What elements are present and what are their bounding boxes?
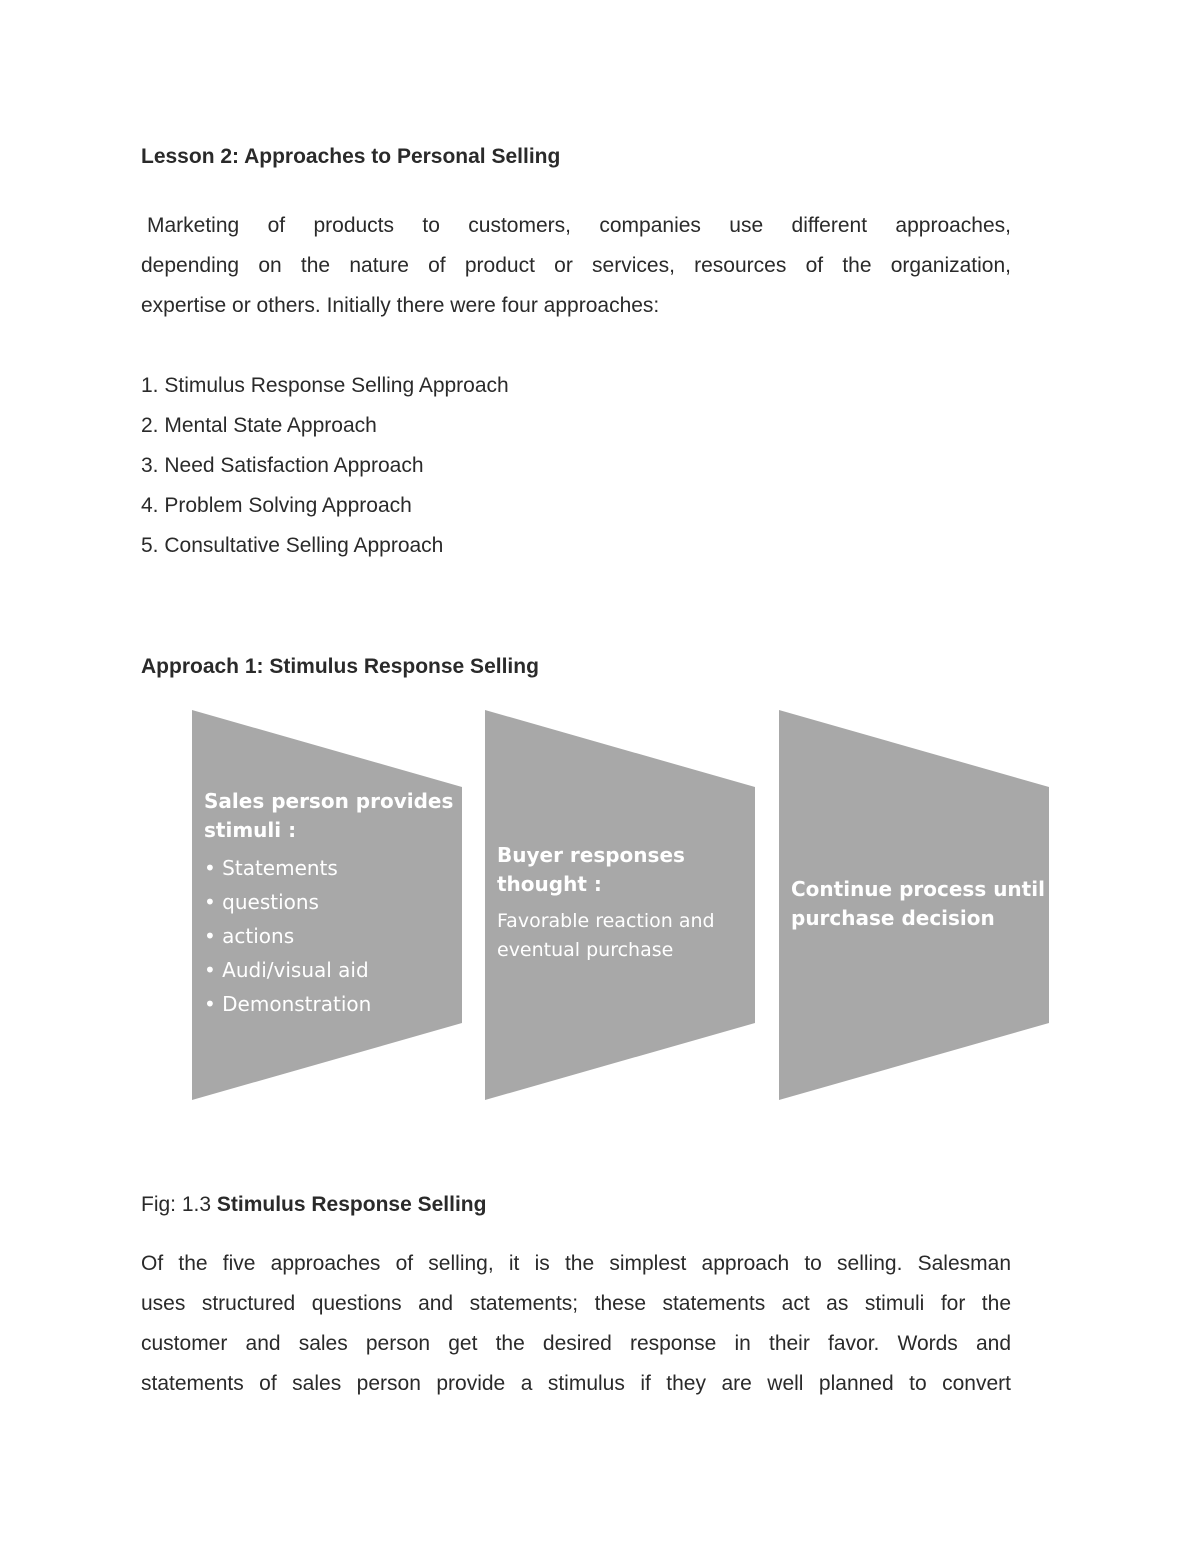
step-3-title: Continue process until purchase decision [791,877,1045,930]
list-item: 2. Mental State Approach [141,414,377,437]
step-1-title: Sales person provides stimuli : [204,789,454,842]
body-line: uses structured questions and statements; these statements act as stimuli for the [141,1292,1011,1315]
step-2-title: Buyer responses thought : [497,843,685,896]
stimuli-list [204,851,459,1021]
body-line: statements of sales person provide a stimulus if they are well planned to convert [141,1372,1011,1395]
lesson-title: Lesson 2: Approaches to Personal Selling [141,145,561,168]
step-1-text [204,787,459,1021]
body-line: Of the five approaches of selling, it is the simplest approach to selling. Salesman [141,1252,1011,1275]
approach1-heading: Approach 1: Stimulus Response Selling [141,655,539,678]
intro-line: depending on the nature of product or services, resources of the organization, [141,254,1011,277]
step-3-text [791,875,1053,933]
figure-caption [141,1192,486,1218]
intro-line: Marketing of products to customers, companies use different approaches, [147,214,1011,237]
list-item: 5. Consultative Selling Approach [141,534,444,557]
step-2-text [497,841,752,965]
caption-bold: Stimulus Response Selling [216,1193,487,1216]
intro-line: expertise or others. Initially there were four approaches: [141,294,660,317]
caption-prefix: Fig: 1.3 [141,1193,217,1216]
step-2-description: Favorable reaction and eventual purchase [497,910,715,961]
body-paragraph [141,1244,1011,1404]
list-item: • questions [204,890,319,914]
body-line: customer and sales person get the desired response in their favor. Words and [141,1332,1011,1355]
list-item: 4. Problem Solving Approach [141,494,412,517]
list-item: 1. Stimulus Response Selling Approach [141,374,509,397]
list-item: • Demonstration [204,992,372,1016]
list-item: • Statements [204,856,338,880]
approaches-list [141,366,509,566]
list-item: 3. Need Satisfaction Approach [141,454,424,477]
stimulus-response-diagram [185,705,1055,1105]
list-item: • actions [204,924,295,948]
list-item: • Audi/visual aid [204,958,369,982]
intro-paragraph [141,206,1011,326]
